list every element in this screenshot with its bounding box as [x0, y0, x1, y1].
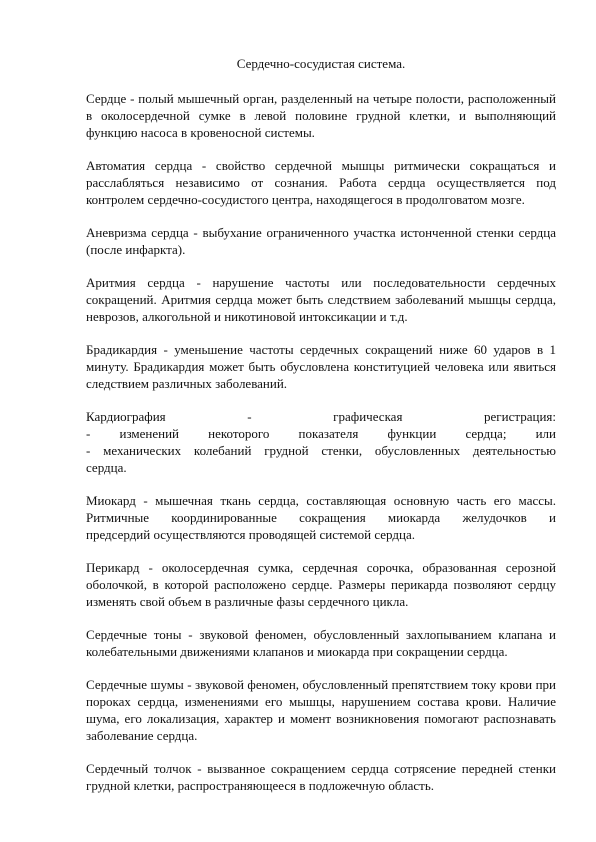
paragraph-kardiografiya — [86, 408, 556, 476]
paragraph-line: Кардиография - графическая регистрация: — [86, 409, 556, 424]
paragraph-line: - изменений некоторого показателя функции сердца; или — [86, 426, 556, 441]
paragraph-bradikardiya: Брадикардия - уменьшение частоты сердечных сокращений ниже 60 ударов в 1 минуту. Брадикардия может быть обусловлена конституцией человека или явиться следствием различных заболеваний. — [86, 342, 556, 391]
paragraph-line: - механических колебаний грудной стенки, обусловленных деятельностью — [86, 443, 556, 458]
paragraph-line: сердца. — [86, 460, 127, 475]
paragraph-miokard — [86, 492, 556, 543]
paragraph-avtomatiya: Автоматия сердца - свойство сердечной мышцы ритмически сокращаться и расслабляться независимо от сознания. Работа сердца осуществляется под контролем сердечно-сосудистого центра, находящегося в продолговатом мозге. — [86, 158, 556, 207]
paragraph-line: предсердий осуществляются проводящей системой сердца. — [86, 527, 415, 542]
paragraph-line: Миокард - мышечная ткань сердца, составляющая основную часть его массы. — [86, 493, 556, 508]
document-title: Сердечно-сосудистая система. — [236, 56, 406, 71]
paragraph-perikard: Перикард - околосердечная сумка, сердечная сорочка, образованная серозной оболочкой, в которой расположено сердце. Размеры перикарда позволяют сердцу изменять свой объем в различные фазы сердечного цикла. — [86, 560, 556, 609]
paragraph-aritmiya: Аритмия сердца - нарушение частоты или последовательности сердечных сокращений. Аритмия сердца может быть следствием заболеваний мышцы сердца, неврозов, алкогольной и никотиновой интоксикации и т.д. — [86, 275, 556, 324]
paragraph-serdce: Сердце - полый мышечный орган, разделенный на четыре полости, расположенный в околосердечной сумке в левой половине грудной клетки, и выполняющий функцию насоса в кровеносной системы. — [86, 91, 556, 140]
paragraph-anevrizma: Аневризма сердца - выбухание ограниченного участка истонченной стенки сердца (после инфаркта). — [86, 225, 556, 257]
document-page — [86, 56, 556, 810]
paragraph-serdechnye-shumy: Сердечные шумы - звуковой феномен, обусловленный препятствием току крови при пороках сердца, изменениями его мышцы, нарушением состава крови. Наличие шума, его локализация, характер и момент возникновения помогают распознавать заболевание сердца. — [86, 677, 556, 743]
paragraph-serdechnye-tony: Сердечные тоны - звуковой феномен, обусловленный захлопыванием клапана и колебательными движениями клапанов и миокарда при сокращении сердца. — [86, 627, 556, 659]
paragraph-serdechnyy-tolchok: Сердечный толчок - вызванное сокращением сердца сотрясение передней стенки грудной клетки, распространяющееся в подложечную область. — [86, 761, 556, 793]
paragraph-line: Ритмичные координированные сокращения миокарда желудочков и — [86, 510, 556, 525]
